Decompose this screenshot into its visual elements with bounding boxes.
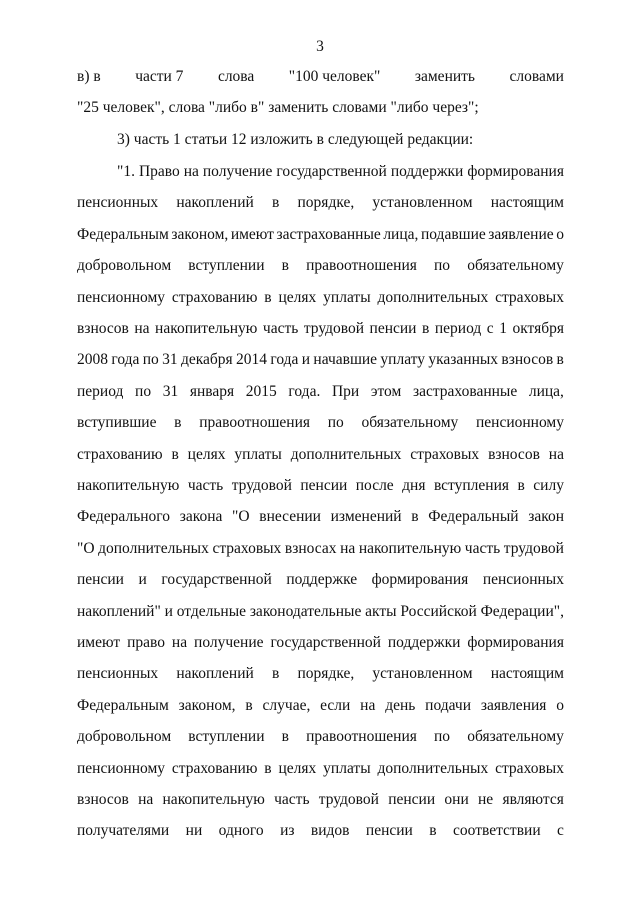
item-v-word: заменить (414, 68, 475, 85)
quote-line: период по 31 января 2015 года. При этом застрахованные лица, (77, 382, 564, 400)
quote-line: пенсионному страхованию в целях уплаты дополнительных страховых (77, 288, 564, 306)
quote-line: получателями ни одного из видов пенсии в соответствии с (77, 822, 564, 840)
quote-line: 2008 года по 31 декабря 2014 года и начавшие уплату указанных взносов в (77, 351, 564, 369)
quote-line: вступившие в правоотношения по обязательному пенсионному (77, 414, 564, 432)
quote-line: Федерального закона "О внесении изменений в Федеральный закон (77, 508, 564, 526)
item-v-word: "100 человек" (288, 68, 381, 85)
quote-line: взносов на накопительную часть трудовой пенсии в период с 1 октября (77, 320, 564, 337)
item-v-word: части 7 (135, 68, 184, 85)
quote-line: накопительную часть трудовой пенсии после дня вступления в силу (77, 477, 564, 494)
quote-line: добровольном вступлении в правоотношения по обязательному (77, 257, 564, 275)
item-v-word: словами (509, 68, 564, 85)
quote-line: Федеральным законом, в случае, если на день подачи заявления о (77, 696, 564, 714)
quote-line: "1. Право на получение государственной поддержки формирования (117, 163, 564, 180)
quote-line: "О дополнительных страховых взносах на накопительную часть трудовой (77, 539, 564, 557)
item-v-line-1 (77, 68, 564, 86)
quote-line: пенсионных накоплений в порядке, установленном настоящим (77, 194, 564, 212)
quote-line: взносов на накопительную часть трудовой пенсии они не являются (77, 791, 564, 808)
item-v-word: в) в (77, 68, 101, 85)
quote-line: пенсионному страхованию в целях уплаты дополнительных страховых (77, 759, 564, 777)
quote-line: страхованию в целях уплаты дополнительных страховых взносов на (77, 445, 564, 463)
quote-line: добровольном вступлении в правоотношения по обязательному (77, 728, 564, 746)
page-number: 3 (316, 38, 324, 55)
quote-line: имеют право на получение государственной поддержки формирования (77, 634, 564, 651)
quote-line: пенсионных накоплений в порядке, установленном настоящим (77, 665, 564, 683)
item-3-heading: 3) часть 1 статьи 12 изложить в следующей редакции: (117, 131, 474, 148)
quote-line: пенсии и государственной поддержке формирования пенсионных (77, 571, 564, 589)
quote-line: накоплений" и отдельные законодательные акты Российской Федерации", (77, 602, 564, 620)
item-v-word: слова (217, 68, 255, 85)
quote-line: Федеральным законом, имеют застрахованные лица, подавшие заявление о (77, 225, 564, 243)
item-v-line-2: "25 человек", слова "либо в" заменить словами "либо через"; (77, 99, 479, 116)
